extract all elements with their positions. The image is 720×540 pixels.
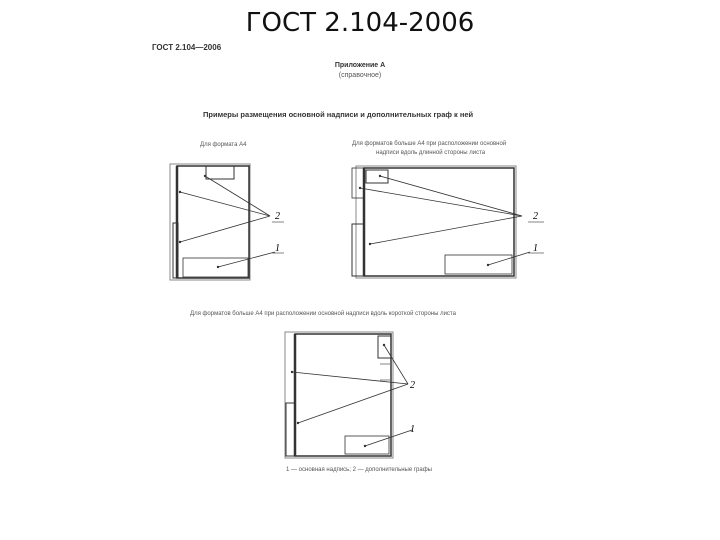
portrait-callout-1: 1 <box>410 424 415 435</box>
figure-portrait-caption: Для форматов больше А4 при расположении основной надписи вдоль короткой стороны листа <box>190 311 456 317</box>
landscape-side-columns <box>352 224 364 276</box>
legend: 1 — основная надпись; 2 — дополнительные графы <box>286 467 432 473</box>
a4-callout-1: 1 <box>275 243 280 254</box>
landscape-top-box <box>366 170 388 183</box>
figure-portrait-drawing <box>285 332 412 458</box>
figure-a4-caption: Для формата А4 <box>200 142 247 148</box>
document-title: Примеры размещения основной надписи и дополнительных граф к ней <box>203 110 474 119</box>
figure-landscape-drawing <box>352 166 544 278</box>
a4-top-box <box>206 166 234 179</box>
landscape-callout-2: 2 <box>533 211 538 222</box>
landscape-callout-1: 1 <box>533 243 538 254</box>
figure-a4-drawing <box>170 164 284 280</box>
a4-title-block <box>183 258 248 277</box>
appendix-type: (справочное) <box>338 72 382 79</box>
document-header: ГОСТ 2.104—2006 <box>152 43 222 52</box>
a4-frame <box>177 166 249 278</box>
landscape-title-block <box>445 255 512 274</box>
portrait-callout-2: 2 <box>410 380 415 391</box>
slide-title: ГОСТ 2.104-2006 <box>245 8 475 38</box>
portrait-side-columns <box>286 403 295 456</box>
a4-sheet-outline <box>170 164 250 280</box>
figure-landscape-caption-line1: Для форматов больше А4 при расположении основной <box>352 141 507 147</box>
appendix-title: Приложение А <box>334 62 386 69</box>
portrait-top-box <box>378 336 391 358</box>
a4-callout-2: 2 <box>275 211 280 222</box>
figure-landscape-caption-line2: надписи вдоль длинной стороны листа <box>376 150 486 156</box>
